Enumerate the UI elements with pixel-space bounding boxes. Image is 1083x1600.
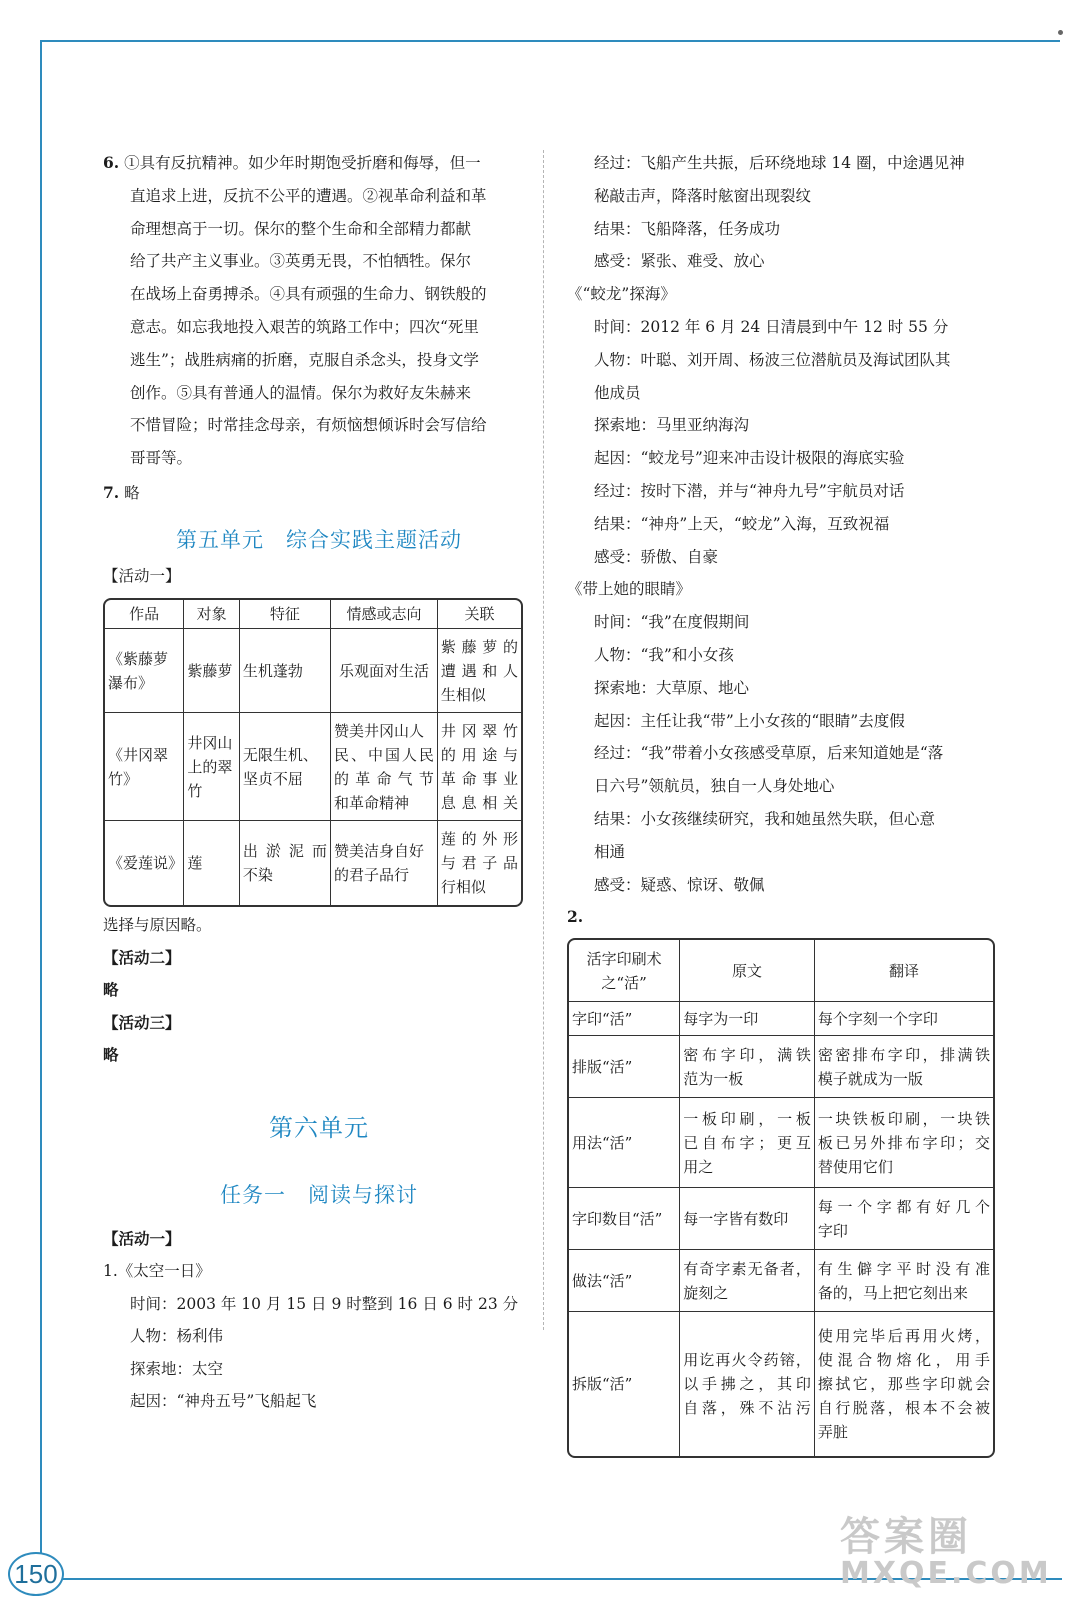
emotion-cell: 赞美洁身自好 的君子品行 [331, 821, 438, 905]
translation-cell: 每个字刻一个字印 [815, 1002, 993, 1036]
header-cell: 原文 [680, 940, 815, 1002]
table-row [569, 1250, 993, 1312]
q6-line: 逃生”；战胜病痛的折磨，克服自杀念头，投身文学 [130, 350, 479, 369]
q6-line: 创作。⑤具有普通人的温情。保尔为救好友朱赫来 [130, 383, 472, 402]
translation-cell: 每一个字都有好几个 字印 [815, 1188, 993, 1250]
story3-line: 时间：“我”在度假期间 [594, 613, 750, 632]
work-cell: 《爱莲说》 [105, 821, 184, 905]
feature-cell: 出淤泥而 不染 [240, 821, 331, 905]
story3-line: 结果：小女孩继续研究，我和她虽然失联，但心意 [594, 809, 936, 828]
story3-line: 日六号”领航员，独自一人身处地心 [594, 777, 835, 796]
feature-cell: 无限生机、 坚贞不屈 [240, 713, 331, 821]
table-row [569, 1002, 993, 1036]
story2-line: 起因：“蛟龙号”迎来冲击设计极限的海底实验 [594, 449, 905, 468]
story2-title: 《“蛟龙”探海》 [567, 285, 676, 304]
activity1-label: 【活动一】 [103, 566, 181, 585]
q6-line: 直追求上进，反抗不公平的遭遇。②视革命利益和革 [130, 186, 487, 205]
original-cell: 一板印刷，一板 已自布字；更互 用之 [680, 1098, 815, 1188]
story2-line: 他成员 [594, 383, 641, 402]
relation-cell: 井冈翠竹 的用途与 革命事业 息息相关 [438, 713, 521, 821]
page-number: 150 [8, 1552, 64, 1596]
unit6-title: 第六单元 [269, 1113, 369, 1142]
story2-line: 时间：2012 年 6 月 24 日清晨到中午 12 时 55 分 [594, 317, 949, 336]
q6-line: 命理想高于一切。保尔的整个生命和全部精力都献 [130, 219, 472, 238]
header-cell: 关联 [438, 600, 521, 629]
header-cell: 情感或志向 [331, 600, 438, 629]
story3-line: 相通 [594, 842, 626, 861]
aspect-cell: 用法“活” [569, 1098, 680, 1188]
translation-cell: 密密排布字印，排满铁 模子就成为一版 [815, 1036, 993, 1098]
original-cell: 每一字皆有数印 [680, 1188, 815, 1250]
after-table-note: 选择与原因略。 [103, 916, 212, 935]
object-cell: 井冈山 上的翠 竹 [184, 713, 239, 821]
q1-title: 1.《太空一日》 [103, 1262, 211, 1281]
story3-title: 《带上她的眼睛》 [567, 580, 692, 599]
story2-line: 人物：叶聪、刘开周、杨波三位潜航员及海试团队其 [594, 350, 951, 369]
story1-line: 结果：飞船降落，任务成功 [594, 219, 781, 238]
q1-line: 起因：“神舟五号”飞船起飞 [130, 1392, 317, 1411]
story3-line: 人物：“我”和小女孩 [594, 645, 734, 664]
story1-line: 秘敲击声，降落时舷窗出现裂纹 [594, 186, 812, 205]
aspect-cell: 字印“活” [569, 1002, 680, 1036]
aspect-cell: 排版“活” [569, 1036, 680, 1098]
header-cell: 对象 [184, 600, 239, 629]
activity2-label: 【活动二】 [103, 947, 181, 967]
question-2: 2. [567, 907, 584, 927]
activity3-label: 【活动三】 [103, 1012, 181, 1032]
table-row [105, 821, 521, 905]
corner-dot [1058, 30, 1063, 35]
story2-line: 结果：“神舟”上天，“蛟龙”入海，互致祝福 [594, 514, 890, 533]
story3-line: 探索地：大草原、地心 [594, 678, 750, 697]
story2-line: 经过：按时下潜，并与“神舟九号”宇航员对话 [594, 481, 905, 500]
page-frame-left [40, 40, 42, 1553]
q6-line: 在战场上奋勇搏杀。④具有顽强的生命力、钢铁般的 [130, 285, 487, 304]
q1-line: 人物：杨利伟 [130, 1327, 224, 1346]
header-cell: 作品 [105, 600, 184, 629]
story1-line: 感受：紧张、难受、放心 [594, 252, 765, 271]
question-7: 7. 略 [103, 482, 140, 502]
question-6 [103, 147, 535, 475]
table-row [569, 1036, 993, 1098]
story3-line: 起因：主任让我“带”上小女孩的“眼睛”去度假 [594, 711, 905, 730]
column-divider [543, 150, 544, 1330]
unit5-title: 第五单元 综合实践主题活动 [176, 527, 462, 552]
relation-cell: 紫藤萝的 遭遇和人 生相似 [438, 629, 521, 713]
activity1-table [103, 598, 523, 907]
work-cell: 《紫藤萝 瀑布》 [105, 629, 184, 713]
table-row [105, 629, 521, 713]
q1-line: 时间：2003 年 10 月 15 日 9 时整到 16 日 6 时 23 分 [130, 1294, 519, 1313]
feature-cell: 生机蓬勃 [240, 629, 331, 713]
activity2-text: 略 [103, 980, 119, 1000]
table-row [569, 1312, 993, 1456]
aspect-cell: 拆版“活” [569, 1312, 680, 1456]
story2-line: 感受：骄傲、自豪 [594, 547, 719, 566]
q6-line: 哥哥等。 [130, 449, 193, 468]
object-cell: 莲 [184, 821, 239, 905]
translation-cell: 一块铁板印刷，一块铁 板已另外排布字印；交 替使用它们 [815, 1098, 993, 1188]
aspect-cell: 字印数目“活” [569, 1188, 680, 1250]
table-header-row [569, 940, 993, 1002]
page-frame-top [40, 40, 1060, 42]
header-cell: 翻译 [815, 940, 993, 1002]
q6-line: 6. ①具有反抗精神。如少年时期饱受折磨和侮辱，但一 [103, 153, 481, 172]
story3-line: 感受：疑惑、惊讶、敬佩 [594, 875, 765, 894]
q6-line: 给了共产主义事业。③英勇无畏，不怕牺牲。保尔 [130, 252, 472, 271]
translation-cell: 有生僻字平时没有准 备的，马上把它刻出来 [815, 1250, 993, 1312]
relation-cell: 莲的外形 与君子品 行相似 [440, 830, 518, 897]
original-cell: 密布字印，满铁 范为一板 [680, 1036, 815, 1098]
table-header-row [105, 600, 521, 629]
header-cell: 特征 [240, 600, 331, 629]
aspect-cell: 做法“活” [569, 1250, 680, 1312]
work-cell: 《井冈翠 竹》 [105, 713, 184, 821]
translation-cell: 使用完毕后再用火烤， 使混合物熔化，用手 擦拭它，那些字印就会 自行脱落，根本不会被 弄脏 [817, 1327, 990, 1442]
original-cell: 用讫再火令药镕， 以手拂之，其印 自落，殊不沾污 [680, 1312, 815, 1456]
emotion-cell: 赞美井冈山人 民、中国人民 的革命气节 和革命精神 [331, 713, 438, 821]
story3-line: 经过：“我”带着小女孩感受草原，后来知道她是“落 [594, 744, 944, 763]
right-column [567, 147, 1037, 1458]
original-cell: 有奇字素无备者， 旋刻之 [680, 1250, 815, 1312]
emotion-cell: 乐观面对生活 [331, 629, 438, 713]
q6-line: 不惜冒险；时常挂念母亲，有烦恼想倾诉时会写信给 [130, 416, 487, 435]
movable-type-table [567, 938, 995, 1458]
left-column [103, 147, 535, 1418]
activity3-text: 略 [103, 1045, 119, 1065]
table-row [105, 713, 521, 821]
q6-line: 意志。如忘我地投入艰苦的筑路工作中；四次“死里 [130, 317, 479, 336]
story1-line: 经过：飞船产生共振，后环绕地球 14 圈，中途遇见神 [594, 154, 965, 172]
watermark: 答案圈 MXQE.COM [840, 1514, 1052, 1591]
table-row [569, 1188, 993, 1250]
task1-title: 任务一 阅读与探讨 [220, 1182, 418, 1207]
table-row [569, 1098, 993, 1188]
q1-line: 探索地：太空 [130, 1359, 224, 1378]
object-cell: 紫藤萝 [184, 629, 239, 713]
original-cell: 每字为一印 [680, 1002, 815, 1036]
activity1b-label: 【活动一】 [103, 1228, 181, 1248]
story2-line: 探索地：马里亚纳海沟 [594, 416, 750, 435]
header-cell: 活字印刷术 之“活” [569, 940, 680, 1002]
